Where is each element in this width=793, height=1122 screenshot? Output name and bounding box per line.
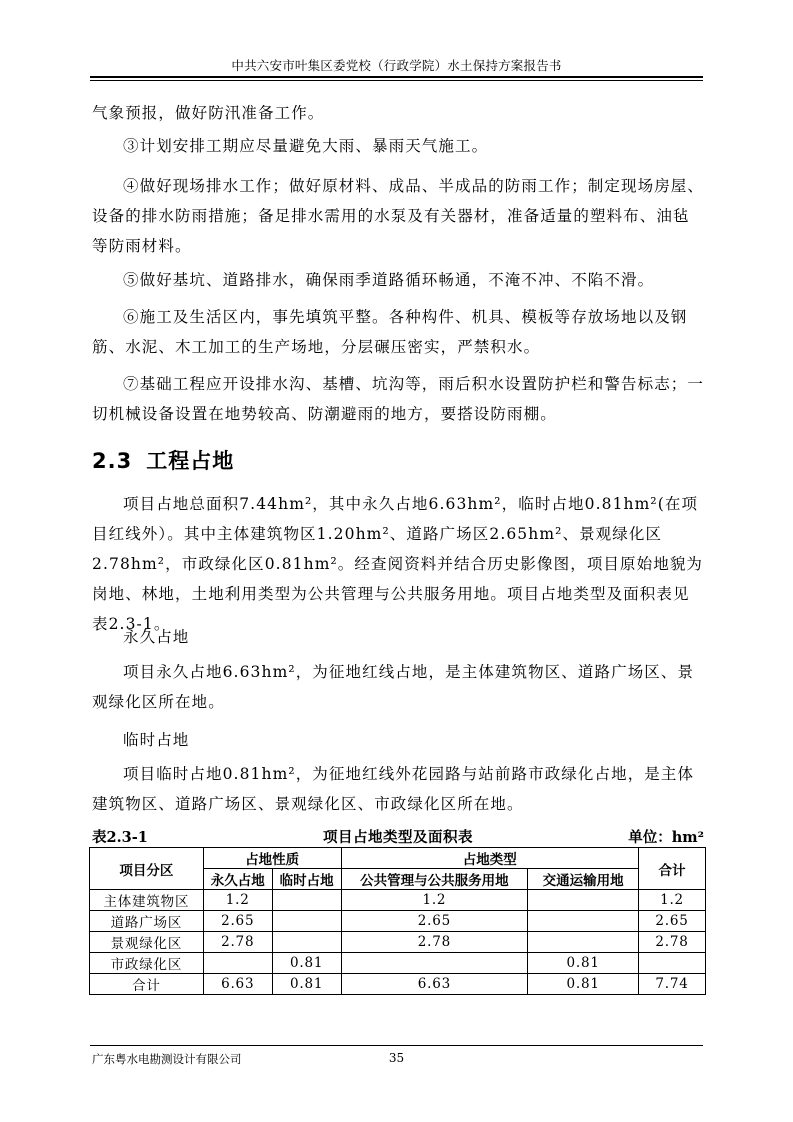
cell-transport: 0.81 xyxy=(528,953,639,974)
cell-public: 6.63 xyxy=(341,974,528,995)
cell-permanent: 2.78 xyxy=(203,932,272,953)
cell-total: 1.2 xyxy=(639,890,706,911)
page-header-title: 中共六安市叶集区委党校（行政学院）水土保持方案报告书 xyxy=(231,58,562,73)
cell-transport xyxy=(528,890,639,911)
cell-temporary: 0.81 xyxy=(272,953,341,974)
cell-transport xyxy=(528,932,639,953)
header-public: 公共管理与公共服务用地 xyxy=(341,869,528,890)
header-temporary: 临时占地 xyxy=(272,869,341,890)
land-use-table xyxy=(89,847,706,995)
cell-total: 2.78 xyxy=(639,932,706,953)
cell-total xyxy=(639,953,706,974)
paragraph-permanent: 项目永久占地6.63hm²，为征地红线占地，是主体建筑物区、道路广场区、景观绿化区所在地。 xyxy=(92,663,695,711)
paragraph-item-5: ⑤做好基坑、道路排水，确保雨季道路循环畅通，不淹不冲、不陷不滑。 xyxy=(123,271,655,289)
table-row xyxy=(90,911,706,932)
cell-name: 市政绿化区 xyxy=(90,953,204,974)
header-total: 合计 xyxy=(639,848,706,890)
cell-name: 主体建筑物区 xyxy=(90,890,204,911)
cell-permanent: 2.65 xyxy=(203,911,272,932)
table-row xyxy=(90,932,706,953)
header-transport: 交通运输用地 xyxy=(528,869,639,890)
cell-total: 2.65 xyxy=(639,911,706,932)
cell-public: 1.2 xyxy=(341,890,528,911)
header-area: 项目分区 xyxy=(90,848,204,890)
footer-company: 广东粤水电勘测设计有限公司 xyxy=(92,1052,242,1066)
cell-temporary: 0.81 xyxy=(272,974,341,995)
page-number: 35 xyxy=(388,1051,405,1065)
cell-temporary xyxy=(272,932,341,953)
paragraph-temporary: 项目临时占地0.81hm²，为征地红线外花园路与站前路市政绿化占地，是主体建筑物区、道路广场区、景观绿化区、市政绿化区所在地。 xyxy=(92,765,695,813)
cell-permanent: 6.63 xyxy=(203,974,272,995)
paragraph-item-3: ③计划安排工期应尽量避免大雨、暴雨天气施工。 xyxy=(123,137,489,155)
cell-total: 7.74 xyxy=(639,974,706,995)
cell-transport xyxy=(528,911,639,932)
cell-temporary xyxy=(272,890,341,911)
cell-temporary xyxy=(272,911,341,932)
paragraph-item-6: ⑥施工及生活区内，事先填筑平整。各种构件、机具、模板等存放场地以及钢筋、水泥、木工加工的生产场地，分层碾压密实，严禁积水。 xyxy=(92,308,688,356)
paragraph-item-4: ④做好现场排水工作；做好原材料、成品、半成品的防雨工作；制定现场房屋、设备的排水防雨措施；备足排水需用的水泵及有关器材，准备适量的塑料布、油毡等防雨材料。 xyxy=(92,177,705,255)
table-number: 表2.3-1 xyxy=(92,829,148,846)
cell-transport: 0.81 xyxy=(528,974,639,995)
table-unit: 单位：hm² xyxy=(628,829,704,846)
header-rule-thin xyxy=(90,80,703,81)
cell-permanent xyxy=(203,953,272,974)
cell-name: 景观绿化区 xyxy=(90,932,204,953)
paragraph-flood-prep: 气象预报，做好防汛准备工作。 xyxy=(92,104,325,122)
paragraph-item-7: ⑦基础工程应开设排水沟、基槽、坑沟等，雨后积水设置防护栏和警告标志；一切机械设备设置在地势较高、防潮避雨的地方，要搭设防雨棚。 xyxy=(92,375,705,423)
cell-permanent: 1.2 xyxy=(203,890,272,911)
table-row xyxy=(90,953,706,974)
cell-public xyxy=(341,953,528,974)
cell-public: 2.78 xyxy=(341,932,528,953)
subheading-permanent: 永久占地 xyxy=(123,628,190,646)
table-title: 项目占地类型及面积表 xyxy=(323,829,473,846)
table-total-row xyxy=(90,974,706,995)
section-number: 2.3 xyxy=(92,449,133,473)
header-nature: 占地性质 xyxy=(203,848,341,869)
paragraph-land-intro: 项目占地总面积7.44hm²，其中永久占地6.63hm²，临时占地0.81hm²(在项目红线外）。其中主体建筑物区1.20hm²、道路广场区2.65hm²、景观绿化区2.78hm²，市政绿化区0.81hm²。经查阅资料并结合历史影像图，项目原始地貌为岗地、林地，土地利用类型为公共管理与公共服务用地。项目占地类型及面积表见表2.3-1。 xyxy=(92,495,704,633)
cell-name: 道路广场区 xyxy=(90,911,204,932)
header-permanent: 永久占地 xyxy=(203,869,272,890)
subheading-temporary: 临时占地 xyxy=(123,731,190,749)
table-caption xyxy=(92,826,704,846)
cell-name: 合计 xyxy=(90,974,204,995)
header-type: 占地类型 xyxy=(341,848,638,869)
cell-public: 2.65 xyxy=(341,911,528,932)
footer-rule xyxy=(90,1045,703,1046)
header-rule xyxy=(90,76,703,78)
section-heading xyxy=(92,446,234,476)
table-row xyxy=(90,890,706,911)
section-title: 工程占地 xyxy=(146,449,235,473)
